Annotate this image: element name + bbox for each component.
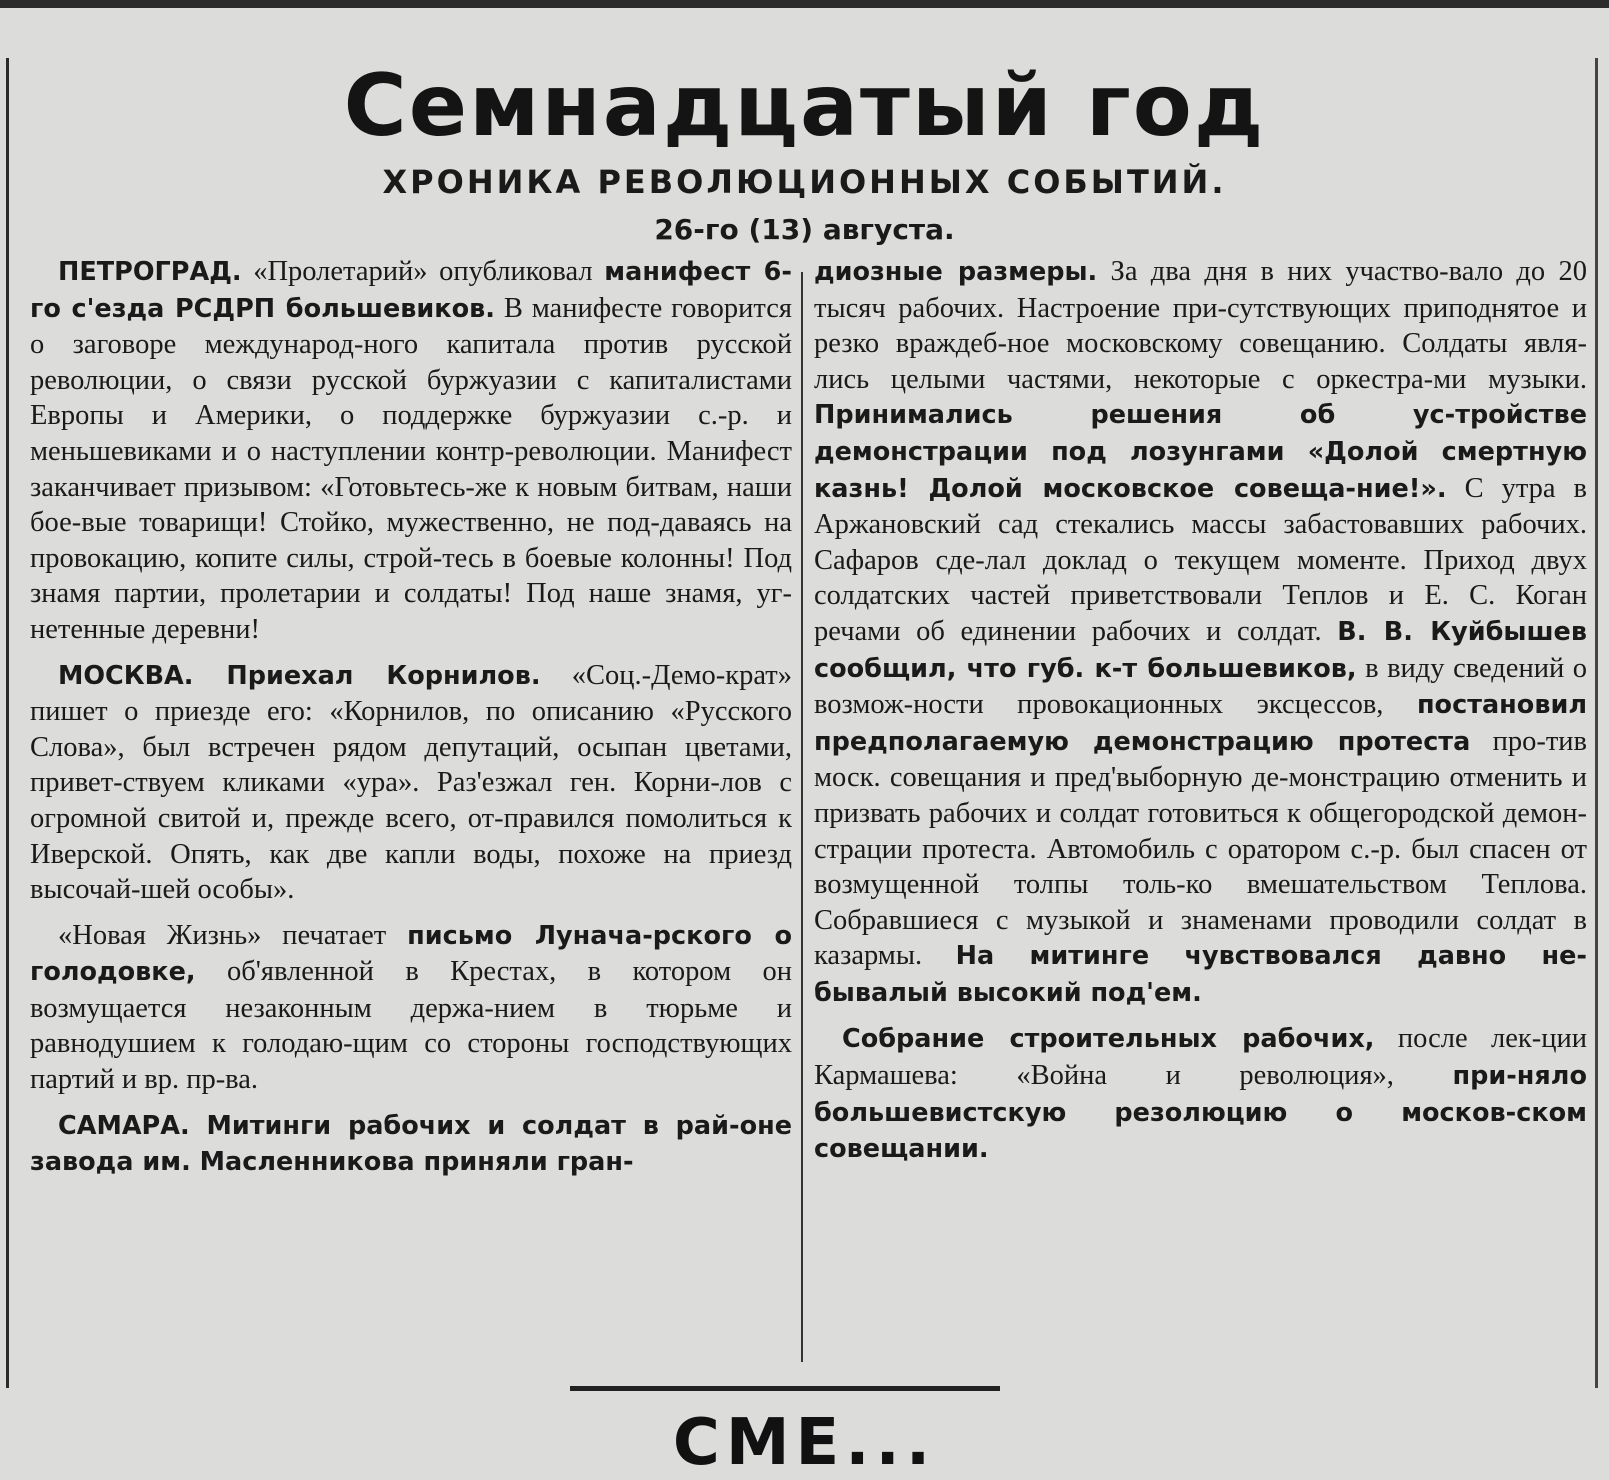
article-samara: САМАРА. Митинги рабочих и солдат в рай-оне завода им. Масленникова приняли гран- (30, 1110, 792, 1178)
article-samara-continued: диозные размеры. За два дня в них участво-вало до 20 тысяч рабочих. Настроение при-сутствующих приподнятое и резко враждеб-ное московскому совещанию. Солдаты явля-лись целыми частями, некоторые с оркестра-ми музыки. Принимались решения об ус-тройстве демонстрации под лозунгами «Долой смертную казнь! Долой московское совеща-ние!». С утра в Аржановский сад стекались массы забастовавших рабочих. Сафаров сде-лал доклад о текущем моменте. Приход двух солдатских частей приветствовали Теплов и Е. С. Коган речами об единении рабочих и солдат. В. В. Куйбышев сообщил, что губ. к-т большевиков, в виду сведений о возмож-ности провокационных эксцессов, постановил предполагаемую демонстрацию протеста про-тив моск. совещания и пред'выборную де-монстрацию отменить и призвать рабочих и солдат готовиться к общегородской демон-страции протеста. Автомобиль с оратором с.-р. был спасен от возмущенной толпы толь-ко вмешательством Теплова. Собравшиеся с музыкой и знаменами проводили солдат в казармы. На митинге чувствовался давно не-бывалый высокий под'ем. (814, 256, 1587, 1008)
right-column (814, 254, 1587, 1168)
right-border-rule (1595, 58, 1598, 1388)
next-section-heading: СМЕ... (672, 1406, 937, 1480)
city-heading: МОСКВА. (58, 660, 194, 691)
section-title: Семнадцатый год (343, 56, 1266, 156)
section-subtitle: ХРОНИКА РЕВОЛЮЦИОННЫХ СОБЫТИЙ. (382, 163, 1227, 201)
article-moscow: МОСКВА. Приехал Корнилов. «Соц.-Демо-крат» пишет о приезде его: «Корнилов, по описанию «Русского Слова», был встречен рядом депутаций, осыпан цветами, привет-ствуем кликами «ура». Раз'езжал ген. Корни-лов с огромной свитой и, прежде всего, от-правился помолиться к Иверской. Опять, как две капли воды, похоже на приезд высочай-шей особы». (30, 659, 793, 906)
article-novaya-zhizn: «Новая Жизнь» печатает письмо Лунача-рского о голодовке, об'явленной в Крестах, в котором он возмущается незаконным держа-нием в тюрьме и равнодушием к голодаю-щим со стороны господствующих партий и вр. пр-ва. (30, 919, 792, 1096)
article-builders-meeting: Собрание строительных рабочих, после лек-ции Кармашева: «Война и революция», при-няло большевистскую резолюцию о москов-ском совещании. (814, 1023, 1587, 1165)
bottom-divider-rule (570, 1386, 1000, 1391)
city-heading: ПЕТРОГРАД. (58, 257, 242, 287)
city-heading: САМАРА. (58, 1110, 190, 1141)
issue-date: 26-го (13) августа. (654, 213, 955, 246)
column-divider (801, 272, 803, 1362)
left-border-rule (6, 58, 9, 1388)
left-column (30, 254, 792, 1181)
article-petrograd: ПЕТРОГРАД. «Пролетарий» опубликовал манифест 6-го с'езда РСДРП большевиков. В манифесте говорится о заговоре международ-ного капитала против русской революции, о связи русской буржуазии с капиталистами Европы и Америки, о поддержке буржуазии с.-р. и меньшевиками и о наступлении контр-революции. Манифест заканчивает призывом: «Готовьтесь-же к новым битвам, наши бое-вые товарищи! Стойко, мужественно, не под-даваясь на провокацию, копите силы, строй-тесь в боевые колонны! Под знамя партии, пролетарии и солдаты! Под наше знамя, уг-нетенные деревни! (30, 256, 793, 645)
top-border-rule (0, 0, 1609, 8)
